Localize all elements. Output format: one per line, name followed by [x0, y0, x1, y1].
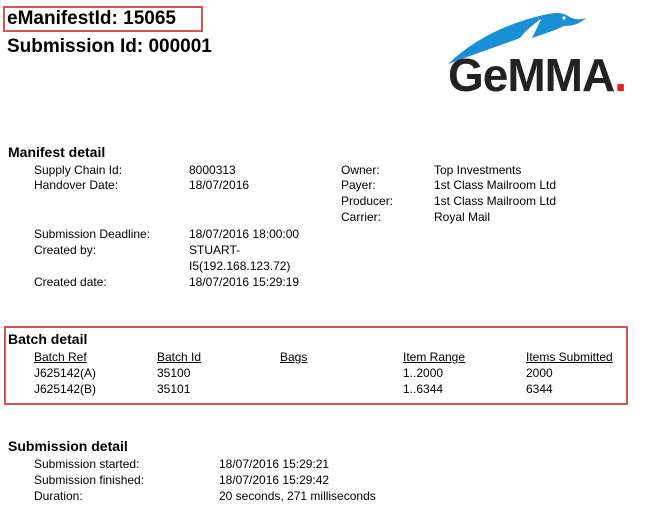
handover-label: Handover Date: — [34, 178, 119, 192]
finished-label: Submission finished: — [34, 473, 145, 487]
deadline-label: Submission Deadline: — [34, 227, 151, 241]
item-range-cell: 1..2000 — [403, 366, 444, 380]
created-date-value: 18/07/2016 15:29:19 — [189, 275, 300, 289]
started-label: Submission started: — [34, 457, 140, 471]
finished-value: 18/07/2016 15:29:42 — [219, 473, 330, 487]
items-submitted-cell: 2000 — [526, 366, 553, 380]
carrier-value: Royal Mail — [434, 210, 491, 224]
batch-col-items-submitted: Items Submitted — [526, 350, 613, 364]
items-submitted-cell: 6344 — [526, 382, 553, 396]
batch-col-item-range: Item Range — [403, 350, 466, 364]
owner-value: Top Investments — [434, 163, 522, 177]
carrier-label: Carrier: — [341, 210, 382, 224]
supply-chain-label: Supply Chain Id: — [34, 163, 123, 177]
submission-id-title: Submission Id: 000001 — [7, 36, 212, 57]
batch-col-bags: Bags — [280, 350, 308, 364]
submission-heading: Submission detail — [8, 438, 128, 454]
created-by-label: Created by: — [34, 243, 97, 257]
emanifest-id-title: eManifestId: 15065 — [7, 8, 176, 29]
deadline-value: 18/07/2016 18:00:00 — [189, 227, 300, 241]
batch-heading: Batch detail — [8, 331, 88, 347]
batch-col-batch-ref: Batch Ref — [34, 350, 87, 364]
started-value: 18/07/2016 15:29:21 — [219, 457, 330, 471]
item-range-cell: 1..6344 — [403, 382, 444, 396]
batch-ref-cell: J625142(A) — [34, 366, 97, 380]
payer-label: Payer: — [341, 178, 376, 192]
producer-label: Producer: — [341, 194, 394, 208]
duration-label: Duration: — [34, 489, 83, 503]
gemma-logo — [440, 8, 650, 103]
created-date-label: Created date: — [34, 275, 107, 289]
logo-wordmark: GeMMA — [448, 49, 615, 101]
created-by-value-line1: STUART- — [189, 243, 241, 257]
manifest-heading: Manifest detail — [8, 144, 106, 160]
duration-value: 20 seconds, 271 milliseconds — [219, 489, 376, 503]
producer-value: 1st Class Mailroom Ltd — [434, 194, 557, 208]
created-by-value-line2: I5(192.168.123.72) — [189, 259, 291, 273]
batch-id-cell: 35101 — [157, 382, 191, 396]
handover-value: 18/07/2016 — [189, 178, 250, 192]
owner-label: Owner: — [341, 163, 380, 177]
batch-id-cell: 35100 — [157, 366, 191, 380]
logo-dot: . — [614, 49, 627, 101]
batch-col-batch-id: Batch Id — [157, 350, 202, 364]
batch-ref-cell: J625142(B) — [34, 382, 97, 396]
supply-chain-value: 8000313 — [189, 163, 236, 177]
payer-value: 1st Class Mailroom Ltd — [434, 178, 557, 192]
